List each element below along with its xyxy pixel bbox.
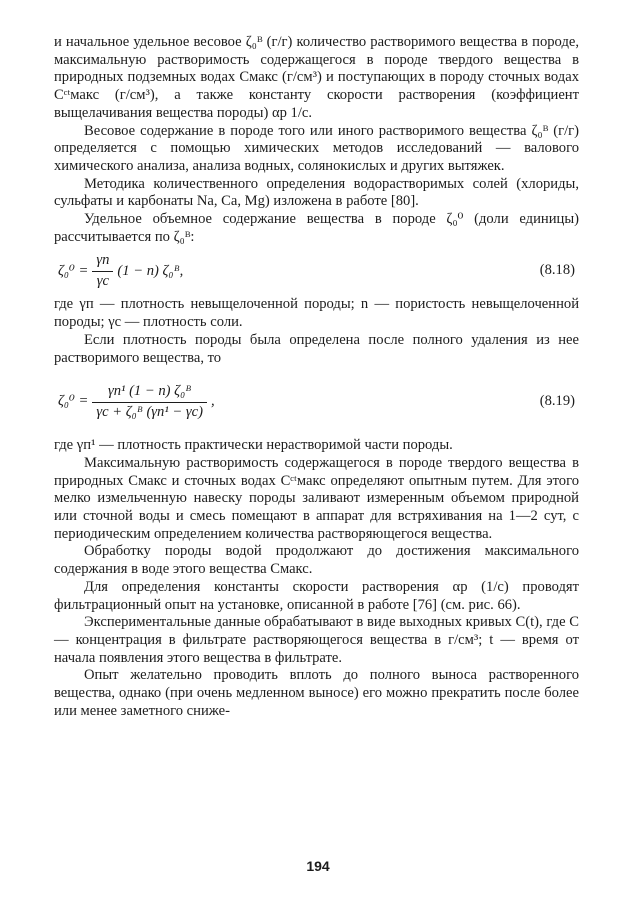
eq1-number: (8.18) xyxy=(539,262,575,279)
paragraph-6: Если плотность породы была определена после полного удаления из нее растворимого вещества, то xyxy=(54,331,579,366)
eq2-numerator: γп¹ (1 − n) ζ₀ᴮ xyxy=(92,383,207,403)
paragraph-3: Методика количественного определения водорастворимых солей (хлориды, сульфаты и карбонаты Na, Ca, Mg) изложена в работе [80]. xyxy=(54,175,579,210)
paragraph-2: Весовое содержание в породе того или иного растворимого вещества ζ₀ᴮ (г/г) определяется с помощью химических методов исследований — валового химического анализа, анализа водных, солянокислых и других вытяжек. xyxy=(54,122,579,174)
eq2-denominator: γс + ζ₀ᴮ (γп¹ − γс) xyxy=(96,403,203,420)
eq1-rest: (1 − n) ζ₀ᴮ, xyxy=(117,262,184,279)
eq2-number: (8.19) xyxy=(539,393,575,410)
paragraph-11: Экспериментальные данные обрабатывают в виде выходных кривых C(t), где C — концентрация в фильтрате растворяющегося вещества в г/см³; t — время от начала появления этого вещества в фильтрате. xyxy=(54,614,579,666)
eq1-lhs: ζ₀⁰ = xyxy=(58,262,89,279)
paragraph-12: Опыт желательно проводить вплоть до полного выноса растворенного вещества, однако (при очень медленном выносе) его можно прекратить после более или менее заметного сниже- xyxy=(54,667,579,719)
eq1-numerator: γп xyxy=(92,252,113,272)
eq2-rest: , xyxy=(210,393,215,410)
eq1-denominator: γс xyxy=(96,272,109,289)
equation-8-19 xyxy=(54,367,579,437)
equation-8-18 xyxy=(54,246,579,296)
eq2-lhs: ζ₀⁰ = xyxy=(58,393,89,410)
paragraph-5: где γп — плотность невыщелоченной породы; n — пористость невыщелоченной породы; γс — плотность соли. xyxy=(54,296,579,331)
paragraph-9: Обработку породы водой продолжают до достижения максимального содержания в воде этого вещества Cмакс. xyxy=(54,543,579,578)
paragraph-7: где γп¹ — плотность практически нерастворимой части породы. xyxy=(54,437,453,454)
paragraph-4: Удельное объемное содержание вещества в породе ζ₀⁰ (доли единицы) рассчитывается по ζ₀ᴮ: xyxy=(54,211,579,245)
page-number: 194 xyxy=(306,858,330,874)
eq2-fraction xyxy=(92,383,207,421)
paragraph-1: и начальное удельное весовое ζ₀ᴮ (г/г) количество растворимого вещества в породе, максимальную растворимость содержащегося в породе твердого вещества в природных подземных водах Cмакс (г/см³) и поступающих в породу сточных водах Cᶜᵗмакс (г/см³), а также константу скорости растворения (коэффициент выщелачивания вещества породы) αр 1/с. xyxy=(54,34,579,121)
paragraph-8: Максимальную растворимость содержащегося в породе твердого вещества в природных Cмакс и сточных водах Cᶜᵗмакс определяют опытным путем. Для этого мелко измельченную навеску породы заливают измеренным объемом природной или сточной воды и смесь помещают в аппарат для встряхивания на 1—2 сут, с периодическим определением количества растворяющегося вещества. xyxy=(54,454,579,542)
paragraph-10: Для определения константы скорости растворения αр (1/с) проводят фильтрационный опыт на установке, описанной в работе [76] (см. рис. 66). xyxy=(54,578,579,613)
eq1-fraction xyxy=(92,252,113,290)
text-column xyxy=(54,34,579,721)
